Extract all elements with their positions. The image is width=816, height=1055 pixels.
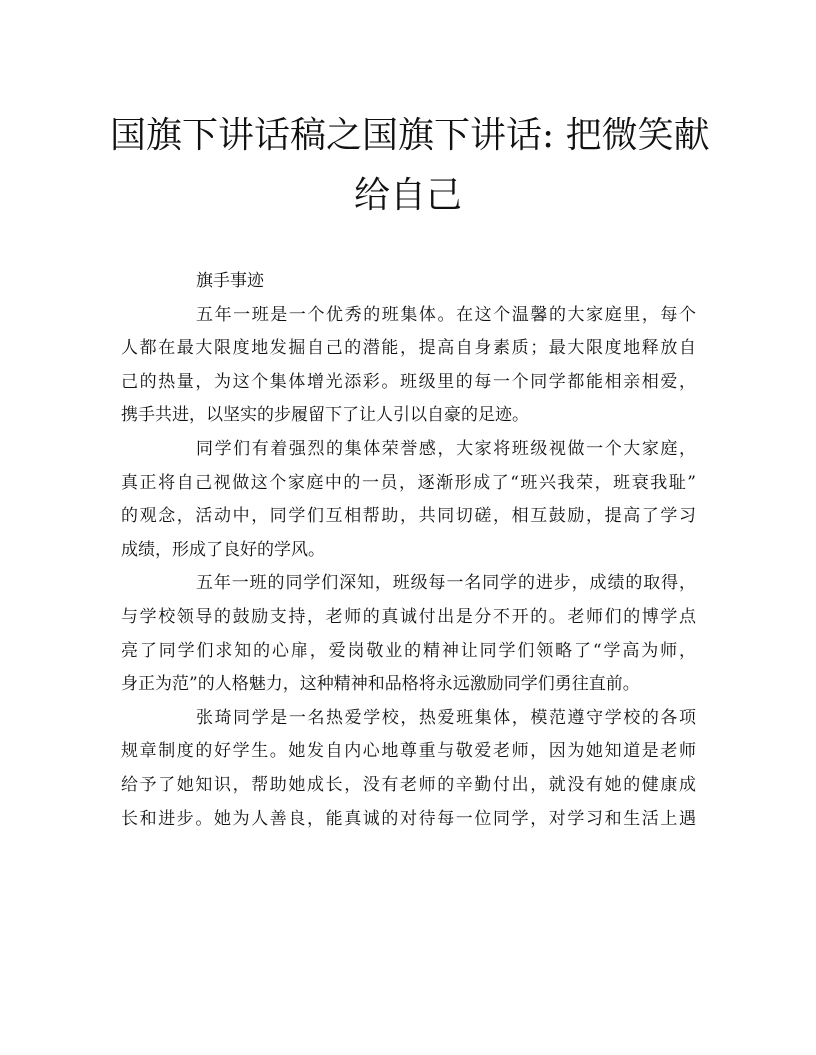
title-line-1: 国旗下讲话稿之国旗下讲话: 把微笑献 bbox=[110, 115, 710, 156]
title-line-2: 给自己 bbox=[353, 175, 462, 216]
paragraph-class-intro bbox=[121, 299, 696, 433]
paragraph-zhang-qi bbox=[121, 702, 696, 836]
text-line: 给予了她知识，帮助她成长，没有老师的辛勤付出，就没有她的健康成 bbox=[121, 774, 696, 795]
text-line: 同学们有着强烈的集体荣誉感，大家将班级视做一个大家庭， bbox=[196, 438, 696, 459]
text-line: 携手共进，以坚实的步履留下了让人引以自豪的足迹。 bbox=[121, 405, 529, 426]
paragraph-flag-bearer-heading bbox=[121, 265, 696, 299]
text-line: 与学校领导的鼓励支持，老师的真诚付出是分不开的。老师们的博学点 bbox=[121, 606, 696, 627]
text-line: 张琦同学是一名热爱学校，热爱班集体，模范遵守学校的各项 bbox=[196, 707, 696, 728]
text-line: 真正将自己视做这个家庭中的一员，逐渐形成了“班兴我荣，班衰我耻” bbox=[121, 472, 696, 493]
paragraph-collective-honor bbox=[121, 433, 696, 567]
document-body bbox=[121, 265, 696, 836]
paragraph-teachers bbox=[121, 567, 696, 701]
text-line: 五年一班的同学们深知，班级每一名同学的进步，成绩的取得， bbox=[196, 573, 696, 594]
text-line: 长和进步。她为人善良，能真诚的对待每一位同学，对学习和生活上遇 bbox=[121, 808, 696, 829]
text-line: 五年一班是一个优秀的班集体。在这个温馨的大家庭里，每个 bbox=[196, 304, 696, 325]
text-line: 规章制度的好学生。她发自内心地尊重与敬爱老师，因为她知道是老师 bbox=[121, 741, 696, 762]
text-line: 己的热量，为这个集体增光添彩。班级里的每一个同学都能相亲相爱， bbox=[121, 371, 696, 392]
text-line: 身正为范”的人格魅力，这种精神和品格将永远激励同学们勇往直前。 bbox=[121, 674, 640, 695]
text-line: 亮了同学们求知的心扉，爱岗敬业的精神让同学们领略了“学高为师， bbox=[121, 640, 696, 661]
document-title bbox=[110, 106, 710, 226]
text-line: 的观念，活动中，同学们互相帮助，共同切磋，相互鼓励，提高了学习 bbox=[121, 506, 696, 527]
text-line: 成绩，形成了良好的学风。 bbox=[121, 539, 325, 560]
text-line: 人都在最大限度地发掘自己的潜能，提高自身素质；最大限度地释放自 bbox=[121, 338, 696, 359]
text-line: 旗手事迹 bbox=[196, 271, 264, 291]
